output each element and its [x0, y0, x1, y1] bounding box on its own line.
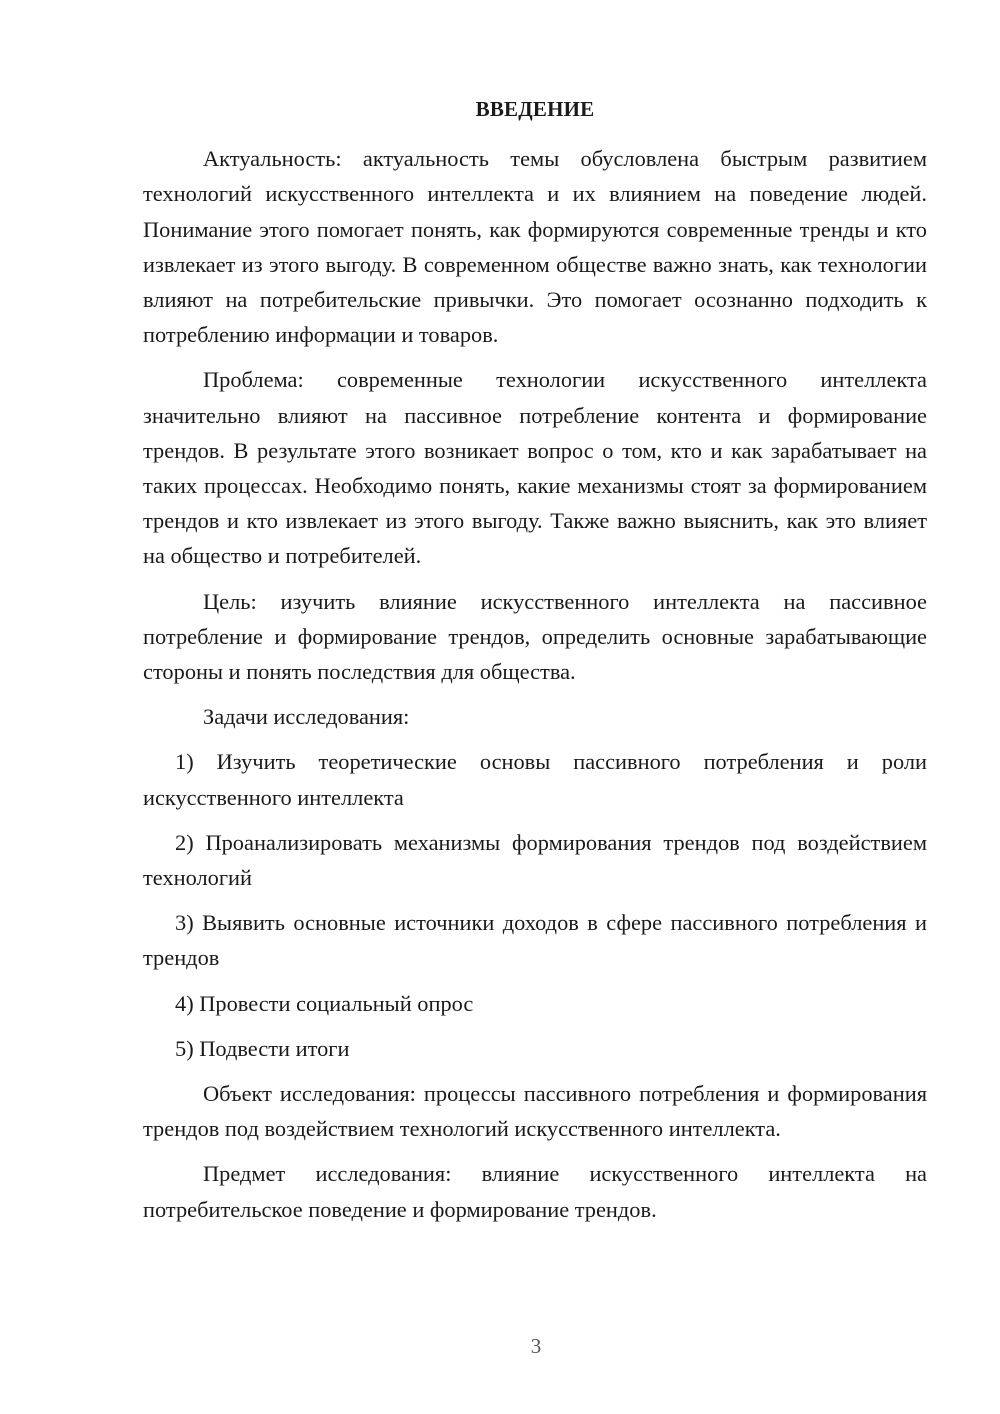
- relevance-paragraph: Актуальность: актуальность темы обусловлена быстрым развитием технологий искусственного интеллекта и их влиянием на поведение людей. Понимание этого помогает понять, как формируются современные тренды и кто извлекает из этого выгоду. В современном обществе важно знать, как технологии влияют на потребительские привычки. Это помогает осознанно подходить к потреблению информации и товаров.: [143, 146, 927, 348]
- goal-paragraph: Цель: изучить влияние искусственного интеллекта на пассивное потребление и формирование трендов, определить основные зарабатывающие стороны и понять последствия для общества.: [143, 588, 927, 685]
- problem-paragraph: Проблема: современные технологии искусственного интеллекта значительно влияют на пассивное потребление контента и формирование трендов. В результате этого возникает вопрос о том, кто и как зарабатывает на таких процессах. Необходимо понять, какие механизмы стоят за формированием трендов и кто извлекает из этого выгоду. Также важно выяснить, как это влияет на общество и потребителей.: [143, 367, 927, 569]
- document-body: [143, 92, 927, 1237]
- object-paragraph: Объект исследования: процессы пассивного потребления и формирования трендов под воздействием технологий искусственного интеллекта.: [143, 1081, 927, 1142]
- page-title: ВВЕДЕНИЕ: [475, 97, 595, 121]
- task-item: 1) Изучить теоретические основы пассивного потребления и роли искусственного интеллекта: [143, 749, 927, 810]
- subject-paragraph: Предмет исследования: влияние искусственного интеллекта на потребительское поведение и формирование трендов.: [143, 1161, 927, 1222]
- page-number: 3: [530, 1334, 542, 1358]
- task-item: 3) Выявить основные источники доходов в сфере пассивного потребления и трендов: [143, 910, 927, 971]
- task-item: 4) Провести социальный опрос: [175, 990, 474, 1016]
- tasks-list: [143, 744, 927, 1066]
- task-item: 5) Подвести итоги: [175, 1035, 350, 1061]
- tasks-heading: Задачи исследования:: [203, 704, 410, 730]
- task-item: 2) Проанализировать механизмы формирования трендов под воздействием технологий: [143, 829, 927, 891]
